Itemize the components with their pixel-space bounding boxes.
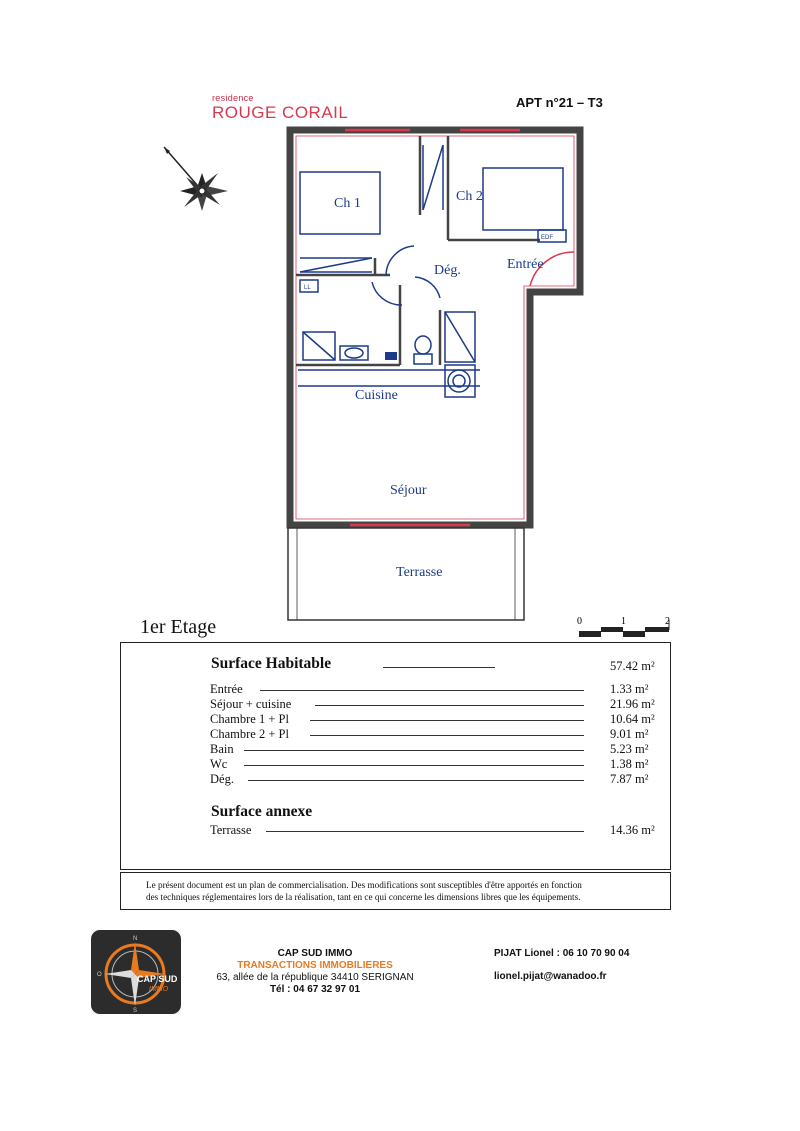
logo-text-sub: IMMO [149,986,169,993]
table-row [210,772,649,787]
room-entree: Entrée [507,257,544,272]
floor-label: 1er Etage [140,616,217,638]
logo-compass-s: S [133,1008,138,1014]
row-label: Entrée [210,682,246,697]
table-row [210,823,655,838]
surface-annexe-title: Surface annexe [211,803,313,820]
table-row [210,697,655,712]
scale-tick-2: 2 [665,616,670,627]
row-label: Dég. [210,772,237,787]
row-label: Terrasse [210,823,254,838]
residence-small-label: residence [212,93,254,103]
agency-address: 63, allée de la république 34410 SERIGNAN [216,972,414,983]
table-row [210,742,649,757]
room-cuisine: Cuisine [355,388,398,403]
logo-compass-n: N [133,936,138,942]
surface-habitable-title: Surface Habitable [211,655,332,672]
edf-label: EDF [541,235,553,241]
residence-name: ROUGE CORAIL [212,103,349,122]
notice-line-1: Le présent document est un plan de commercialisation. Des modifications sont susceptibles d'être apportés en fonction [146,880,582,890]
row-value: 21.96 m² [610,697,655,711]
agency-subtitle: TRANSACTIONS IMMOBILIERES [237,960,393,971]
scale-tick-1: 1 [621,616,626,627]
contact-email: lionel.pijat@wanadoo.fr [494,971,607,982]
table-row [210,712,655,727]
floor-plan [150,120,590,630]
total-row [210,659,655,674]
row-value: 7.87 m² [610,772,649,786]
scale-tick-0: 0 [577,616,582,627]
agency-name: CAP SUD IMMO [277,948,353,959]
surface-table [120,642,671,870]
row-value: 1.38 m² [610,757,649,771]
room-ch1: Ch 1 [334,196,361,211]
row-label: Wc [210,757,230,772]
row-value: 10.64 m² [610,712,655,726]
agency-phone: Tél : 04 67 32 97 01 [269,984,361,995]
row-label: Chambre 1 + Pl [210,712,292,727]
apartment-title: APT n°21 – T3 [516,95,603,110]
room-deg: Dég. [434,263,461,278]
row-value: 14.36 m² [610,823,655,837]
agency-info [200,948,430,996]
logo-compass-o: O [97,972,102,978]
row-value: 5.23 m² [610,742,649,756]
ll-label: LL [304,285,311,291]
contact-name-phone: PIJAT Lionel : 06 10 70 90 04 [494,948,630,959]
logo-text-main: CAP SUD [137,974,178,984]
table-row [210,757,649,772]
agency-logo [91,930,181,1014]
room-terrasse: Terrasse [396,565,443,580]
room-ch2: Ch 2 [456,189,483,204]
disclaimer-notice [120,872,671,910]
row-label: Bain [210,742,237,757]
table-row [210,682,649,697]
row-label: Chambre 2 + Pl [210,727,292,742]
room-sejour: Séjour [390,483,427,498]
row-value: 9.01 m² [610,727,649,741]
notice-line-2: des techniques réglementaires lors de la réalisation, tant en ce qui concerne les dimensions libres que les équipements. [146,892,581,902]
row-value: 1.33 m² [610,682,649,696]
compass-logo-icon [91,930,181,1014]
surface-habitable-total: 57.42 m² [610,659,655,673]
row-label: Séjour + cuisine [210,697,294,712]
table-row [210,727,649,742]
scale-bar [577,614,677,640]
